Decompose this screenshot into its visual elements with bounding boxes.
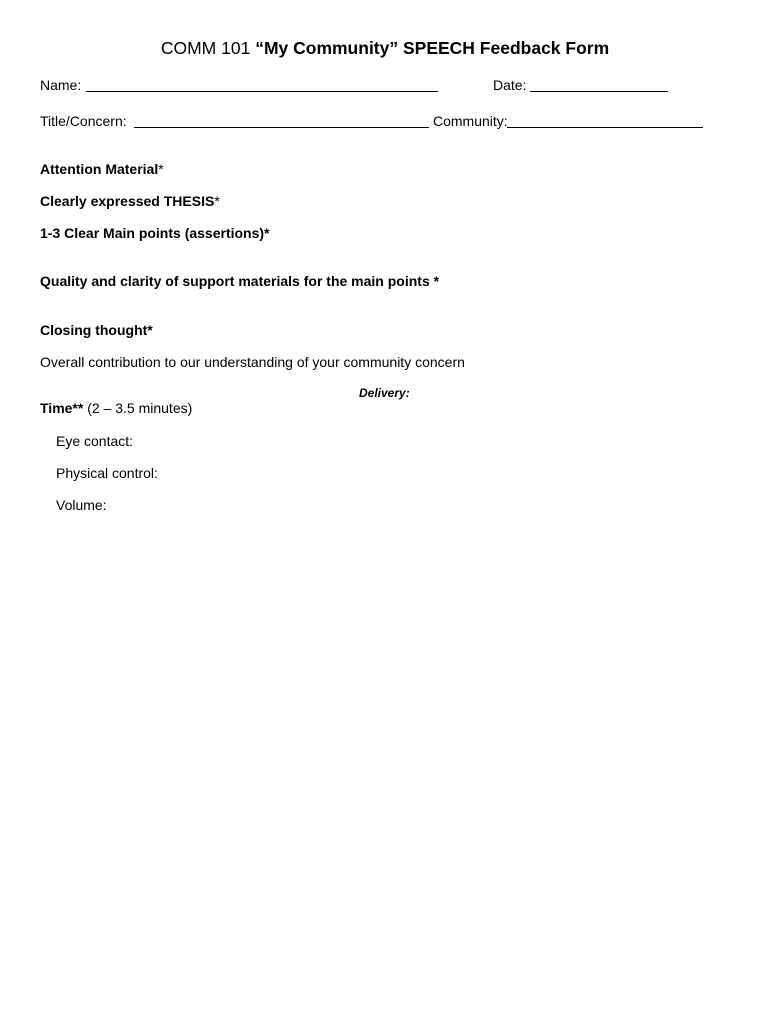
delivery-time xyxy=(40,399,192,417)
criterion-main-points: 1-3 Clear Main points (assertions)* xyxy=(40,225,270,241)
delivery-time-label: Time** xyxy=(40,400,84,416)
delivery-heading: Delivery: xyxy=(359,386,410,400)
community-field-line[interactable] xyxy=(507,127,703,128)
form-title-main: “My Community” SPEECH Feedback Form xyxy=(255,38,610,58)
date-label: Date: xyxy=(493,77,527,93)
criterion-thesis-text: Clearly expressed THESIS xyxy=(40,193,215,209)
name-field-line[interactable] xyxy=(86,91,438,92)
criterion-attention-material-mark: * xyxy=(158,161,164,177)
delivery-volume: Volume: xyxy=(56,497,107,513)
criterion-closing-thought: Closing thought* xyxy=(40,322,153,338)
course-code: COMM 101 xyxy=(160,38,251,58)
title-concern-label: Title/Concern: xyxy=(40,113,127,129)
criterion-thesis xyxy=(40,192,220,210)
criterion-overall-contribution: Overall contribution to our understanding of your community concern xyxy=(40,354,465,370)
criterion-attention-material xyxy=(40,160,164,178)
criterion-support-quality: Quality and clarity of support materials for the main points * xyxy=(40,273,440,289)
delivery-physical-control: Physical control: xyxy=(56,465,158,481)
title-concern-field-line[interactable] xyxy=(134,127,429,128)
form-title xyxy=(0,37,770,59)
community-label: Community: xyxy=(433,113,508,129)
date-field-line[interactable] xyxy=(530,91,668,92)
criterion-thesis-mark: * xyxy=(214,193,220,209)
delivery-time-detail: (2 – 3.5 minutes) xyxy=(87,400,193,416)
criterion-attention-material-text: Attention Material xyxy=(40,161,159,177)
delivery-eye-contact: Eye contact: xyxy=(56,433,134,449)
name-label: Name: xyxy=(40,77,82,93)
